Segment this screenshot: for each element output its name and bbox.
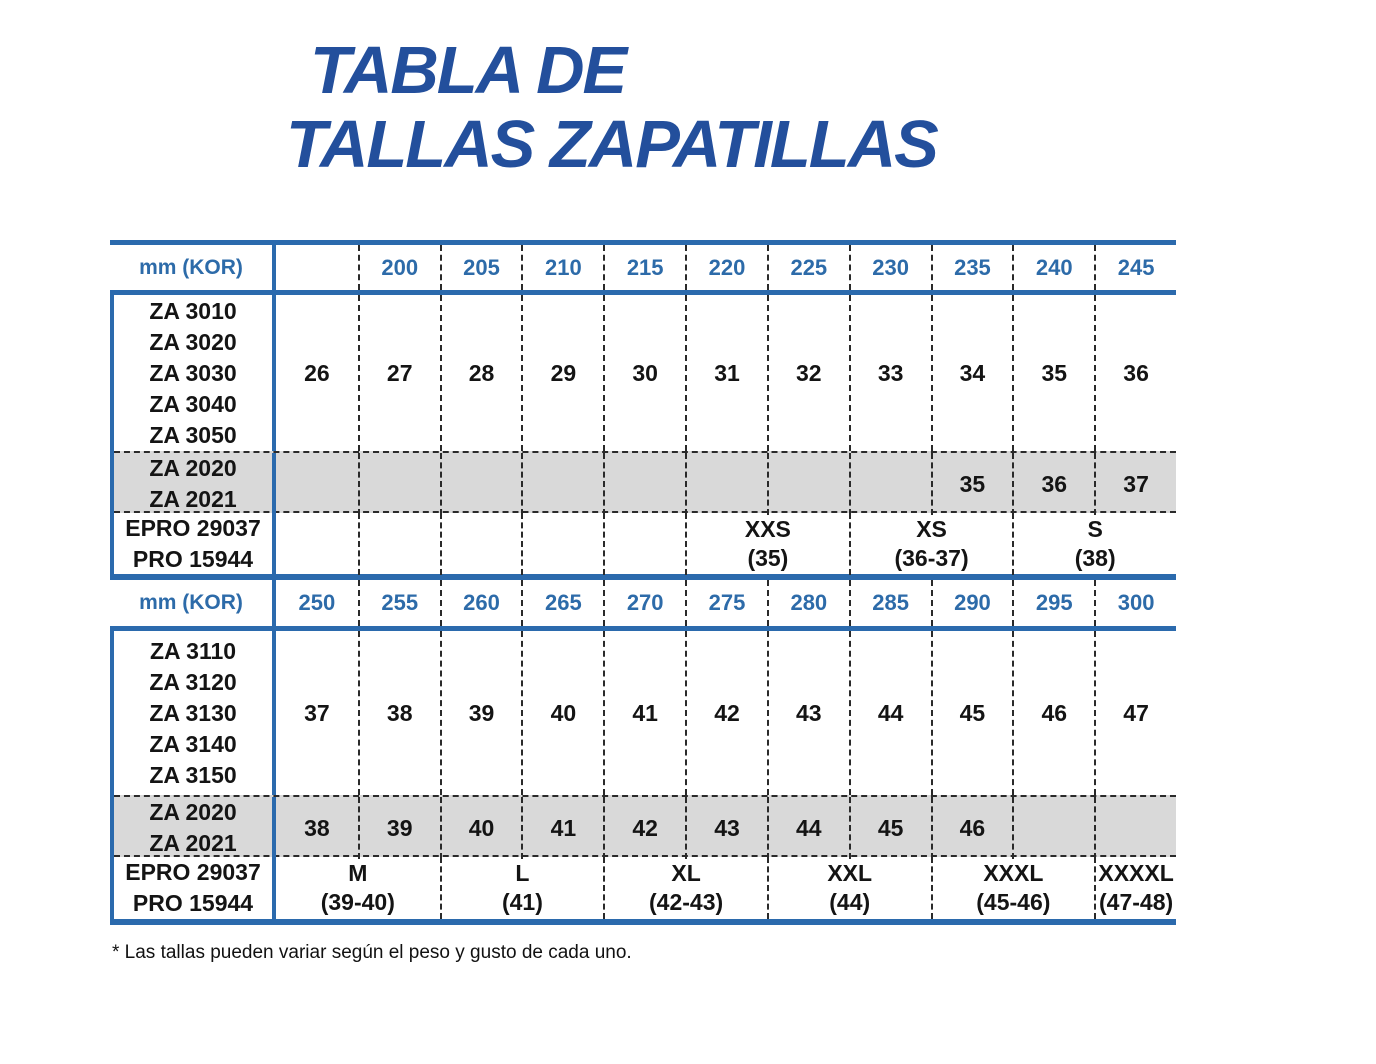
header-col bbox=[276, 245, 358, 290]
header-col: 275 bbox=[685, 580, 767, 626]
model-name: ZA 3030 bbox=[149, 359, 237, 386]
size-range: (44) bbox=[829, 889, 871, 915]
size-value-cell: 29 bbox=[521, 295, 603, 451]
table-row-gray-variant bbox=[114, 795, 1176, 857]
size-letter: XS bbox=[916, 516, 947, 542]
size-range: (41) bbox=[501, 889, 543, 915]
footnote: * Las tallas pueden variar según el peso y gusto de cada uno. bbox=[112, 942, 632, 963]
size-value-cell: 27 bbox=[358, 295, 440, 451]
size-value-cell: 46 bbox=[931, 797, 1013, 859]
size-value-cell: 38 bbox=[304, 814, 330, 841]
size-value-cell: 47 bbox=[1094, 631, 1176, 795]
size-letter-cell bbox=[767, 857, 931, 919]
size-value-cell: 39 bbox=[440, 631, 522, 795]
size-value-cell: 28 bbox=[440, 295, 522, 451]
size-value-cell: 46 bbox=[1012, 631, 1094, 795]
size-range: (47-48) bbox=[1099, 889, 1174, 915]
size-letter: L bbox=[515, 860, 530, 886]
model-name: ZA 3050 bbox=[149, 421, 237, 448]
header-col: 245 bbox=[1094, 245, 1176, 290]
size-value-cell: 37 bbox=[1094, 453, 1176, 515]
size-range: (45-46) bbox=[976, 889, 1051, 915]
size-table-upper bbox=[110, 240, 1176, 580]
size-value-cell: 26 bbox=[304, 359, 330, 386]
model-name: EPRO 29037 bbox=[125, 515, 261, 541]
size-value-cell bbox=[521, 453, 603, 515]
size-letter: M bbox=[348, 860, 368, 886]
model-name: ZA 3020 bbox=[149, 328, 237, 355]
title-line-1: TABLA DE bbox=[310, 33, 626, 108]
size-range: (36-37) bbox=[894, 545, 969, 571]
header-label-cell: mm (KOR) bbox=[110, 580, 276, 626]
table-row-gray-variant bbox=[114, 451, 1176, 513]
model-name: PRO 15944 bbox=[132, 890, 254, 916]
header-col: 295 bbox=[1012, 580, 1094, 626]
size-tables bbox=[110, 240, 1176, 925]
size-value-cell: 38 bbox=[358, 631, 440, 795]
size-value-cell: 31 bbox=[685, 295, 767, 451]
size-letter-cell bbox=[849, 513, 1013, 575]
size-value-cell bbox=[1094, 797, 1176, 859]
size-value-cell bbox=[358, 453, 440, 515]
size-value-cell: 42 bbox=[603, 797, 685, 859]
size-letter-cell-empty bbox=[276, 513, 358, 575]
size-value-cell: 44 bbox=[849, 631, 931, 795]
model-name: EPRO 29037 bbox=[125, 859, 261, 885]
size-letter-cell-empty bbox=[358, 513, 440, 575]
model-name: ZA 3140 bbox=[149, 730, 237, 757]
table-row-main bbox=[114, 295, 1176, 451]
model-name: ZA 2020 bbox=[149, 455, 237, 481]
size-value-cell: 40 bbox=[521, 631, 603, 795]
size-value-cell: 33 bbox=[849, 295, 931, 451]
size-letter-cell bbox=[603, 857, 767, 919]
model-list-cell bbox=[114, 295, 276, 451]
size-value-cell: 43 bbox=[767, 631, 849, 795]
size-value-cell: 41 bbox=[521, 797, 603, 859]
size-value-cell: 44 bbox=[767, 797, 849, 859]
size-value-cell: 34 bbox=[931, 295, 1013, 451]
size-value-cell bbox=[685, 453, 767, 515]
header-col: 255 bbox=[358, 580, 440, 626]
size-value-cell: 39 bbox=[358, 797, 440, 859]
size-letter-cell-empty bbox=[440, 513, 522, 575]
table-row-letter-sizes bbox=[114, 857, 1176, 919]
header-col: 250 bbox=[298, 590, 336, 615]
size-letter-cell bbox=[1094, 857, 1176, 919]
size-letter-cell-empty bbox=[603, 513, 685, 575]
model-name: ZA 2021 bbox=[149, 486, 237, 512]
header-col: 265 bbox=[521, 580, 603, 626]
model-name: ZA 3130 bbox=[149, 699, 237, 726]
size-letter: XXXL bbox=[983, 860, 1044, 886]
header-col: 290 bbox=[931, 580, 1013, 626]
size-range: (42-43) bbox=[649, 889, 724, 915]
size-value-cell bbox=[603, 453, 685, 515]
size-range: (39-40) bbox=[320, 889, 395, 915]
header-col: 260 bbox=[440, 580, 522, 626]
size-letter-cell bbox=[276, 857, 440, 919]
header-row bbox=[110, 240, 1176, 295]
header-row bbox=[110, 580, 1176, 631]
size-range: (38) bbox=[1074, 545, 1116, 571]
model-list-cell bbox=[114, 797, 276, 859]
size-letter-cell bbox=[931, 857, 1095, 919]
header-col: 270 bbox=[603, 580, 685, 626]
model-name: PRO 15944 bbox=[132, 546, 254, 572]
header-label-cell: mm (KOR) bbox=[110, 245, 276, 290]
size-letter-cell bbox=[685, 513, 849, 575]
size-value-cell bbox=[767, 453, 849, 515]
model-list-cell bbox=[114, 631, 276, 795]
header-col: 220 bbox=[685, 245, 767, 290]
size-letter-cell-empty bbox=[521, 513, 603, 575]
model-name: ZA 2021 bbox=[149, 830, 237, 856]
size-range: (35) bbox=[747, 545, 789, 571]
size-value-cell: 36 bbox=[1094, 295, 1176, 451]
table-body bbox=[110, 295, 1176, 580]
size-value-cell bbox=[849, 453, 931, 515]
size-value-cell: 45 bbox=[849, 797, 931, 859]
size-value-cell: 35 bbox=[1012, 295, 1094, 451]
model-list-cell bbox=[114, 453, 276, 515]
size-value-cell: 36 bbox=[1012, 453, 1094, 515]
table-row-main bbox=[114, 631, 1176, 795]
header-col: 230 bbox=[849, 245, 931, 290]
size-letter-cell bbox=[440, 857, 604, 919]
header-col: 240 bbox=[1012, 245, 1094, 290]
model-name: ZA 3040 bbox=[149, 390, 237, 417]
size-table-lower bbox=[110, 580, 1176, 925]
size-value-cell: 30 bbox=[603, 295, 685, 451]
size-value-cell bbox=[276, 453, 358, 515]
size-value-cell: 45 bbox=[931, 631, 1013, 795]
size-letter: XL bbox=[671, 860, 701, 886]
size-letter: S bbox=[1087, 516, 1103, 542]
size-value-cell bbox=[1012, 797, 1094, 859]
size-value-cell bbox=[440, 453, 522, 515]
size-value-cell: 42 bbox=[685, 631, 767, 795]
header-col: 210 bbox=[521, 245, 603, 290]
model-name: ZA 2020 bbox=[149, 799, 237, 825]
size-value-cell: 35 bbox=[931, 453, 1013, 515]
size-letter: XXL bbox=[827, 860, 873, 886]
header-col: 200 bbox=[358, 245, 440, 290]
header-col: 285 bbox=[849, 580, 931, 626]
size-value-cell: 43 bbox=[685, 797, 767, 859]
model-name: ZA 3150 bbox=[149, 761, 237, 788]
header-col: 205 bbox=[440, 245, 522, 290]
model-list-cell bbox=[114, 857, 276, 919]
model-name: ZA 3010 bbox=[149, 297, 237, 324]
title-line-2: TALLAS ZAPATILLAS bbox=[286, 107, 937, 182]
model-list-cell bbox=[114, 513, 276, 575]
header-col: 225 bbox=[767, 245, 849, 290]
size-value-cell: 40 bbox=[440, 797, 522, 859]
header-col: 235 bbox=[931, 245, 1013, 290]
size-letter: XXS bbox=[744, 516, 791, 542]
header-col: 215 bbox=[603, 245, 685, 290]
header-col: 300 bbox=[1094, 580, 1176, 626]
size-letter: XXXXL bbox=[1098, 860, 1174, 886]
size-value-cell: 37 bbox=[304, 699, 330, 726]
model-name: ZA 3110 bbox=[149, 637, 237, 664]
header-col: 280 bbox=[767, 580, 849, 626]
table-body bbox=[110, 631, 1176, 925]
size-letter-cell bbox=[1012, 513, 1176, 575]
table-row-letter-sizes bbox=[114, 513, 1176, 574]
model-name: ZA 3120 bbox=[149, 668, 237, 695]
size-value-cell: 41 bbox=[603, 631, 685, 795]
page-title bbox=[286, 34, 937, 182]
size-value-cell: 32 bbox=[767, 295, 849, 451]
